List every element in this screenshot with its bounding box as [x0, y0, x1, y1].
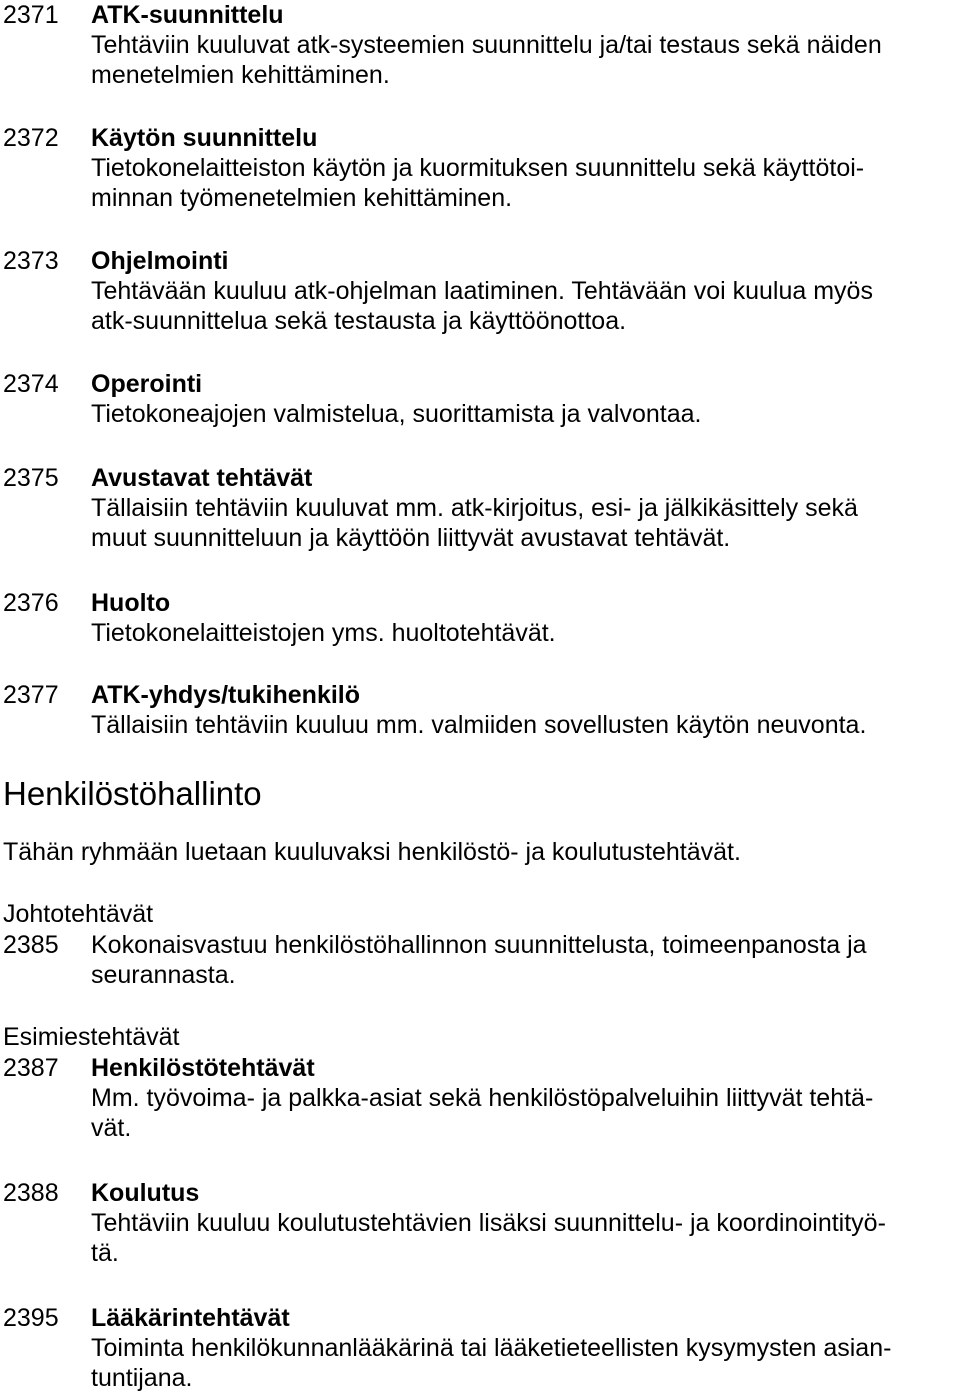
entry-title: Henkilöstötehtävät: [91, 1054, 315, 1082]
entry-number: 2385: [3, 931, 59, 959]
entry-line: Tehtäviin kuuluvat atk-systeemien suunnittelu ja/tai testaus sekä näiden: [91, 31, 882, 59]
entry-line: tä.: [91, 1239, 119, 1267]
entry-title: ATK-yhdys/tukihenkilö: [91, 681, 361, 709]
entry-body: [91, 680, 951, 740]
group-heading-esimies: Esimiestehtävät: [3, 1023, 180, 1051]
entry-body: [91, 930, 951, 990]
entry-line: Mm. työvoima- ja palkka-asiat sekä henkilöstöpalveluihin liittyvät tehtä-: [91, 1084, 874, 1112]
entry-body: [91, 123, 951, 213]
entry-title: ATK-suunnittelu: [91, 1, 284, 29]
entry-body: [91, 0, 951, 90]
entry-number: 2374: [3, 370, 59, 398]
entry-body: [91, 1303, 951, 1393]
entry-title: Lääkärintehtävät: [91, 1304, 290, 1332]
entry-number: 2375: [3, 464, 59, 492]
entry-body: [91, 1178, 951, 1268]
entry-number: 2372: [3, 124, 59, 152]
entry-title: Huolto: [91, 589, 171, 617]
entry-line: Toiminta henkilökunnanlääkärinä tai lääketieteellisten kysymysten asian-: [91, 1334, 892, 1362]
entry-line: Tehtäviin kuuluu koulutustehtävien lisäksi suunnittelu- ja koordinointityö-: [91, 1209, 886, 1237]
entry-number: 2376: [3, 589, 59, 617]
entry-number: 2395: [3, 1304, 59, 1332]
entry-number: 2388: [3, 1179, 59, 1207]
entry-line: tuntijana.: [91, 1364, 193, 1392]
entry-title: Avustavat tehtävät: [91, 464, 313, 492]
group-heading-johto: Johtotehtävät: [3, 900, 154, 928]
entry-line: Tietokonelaitteistojen yms. huoltotehtävät.: [91, 619, 556, 647]
entry-number: 2373: [3, 247, 59, 275]
entry-line: minnan työmenetelmien kehittäminen.: [91, 184, 513, 212]
entry-line: Tietokoneajojen valmistelua, suorittamista ja valvontaa.: [91, 400, 702, 428]
entry-body: [91, 1053, 951, 1143]
entry-line: atk-suunnittelua sekä testausta ja käyttöönottoa.: [91, 307, 627, 335]
entry-line: muut suunnitteluun ja käyttöön liittyvät avustavat tehtävät.: [91, 524, 731, 552]
section-intro: Tähän ryhmään luetaan kuuluvaksi henkilöstö- ja koulutustehtävät.: [3, 838, 741, 866]
entry-line: Tällaisiin tehtäviin kuuluvat mm. atk-kirjoitus, esi- ja jälkikäsittely sekä: [91, 494, 858, 522]
entry-line: menetelmien kehittäminen.: [91, 61, 390, 89]
entry-title: Koulutus: [91, 1179, 200, 1207]
entry-body: [91, 588, 951, 648]
entry-title: Käytön suunnittelu: [91, 124, 318, 152]
entry-title: Operointi: [91, 370, 203, 398]
entry-line: Kokonaisvastuu henkilöstöhallinnon suunnittelusta, toimeenpanosta ja: [91, 931, 867, 959]
entry-number: 2371: [3, 1, 59, 29]
entry-line: Tällaisiin tehtäviin kuuluu mm. valmiiden sovellusten käytön neuvonta.: [91, 711, 867, 739]
section-heading: Henkilöstöhallinto: [3, 775, 262, 812]
entry-line: seurannasta.: [91, 961, 236, 989]
entry-body: [91, 463, 951, 553]
entry-body: [91, 369, 951, 429]
entry-line: Tietokonelaitteiston käytön ja kuormituksen suunnittelu sekä käyttötoi-: [91, 154, 865, 182]
entry-line: vät.: [91, 1114, 132, 1142]
entry-number: 2387: [3, 1054, 59, 1082]
entry-line: Tehtävään kuuluu atk-ohjelman laatiminen. Tehtävään voi kuulua myös: [91, 277, 873, 305]
entry-body: [91, 246, 951, 336]
entry-title: Ohjelmointi: [91, 247, 229, 275]
entry-number: 2377: [3, 681, 59, 709]
